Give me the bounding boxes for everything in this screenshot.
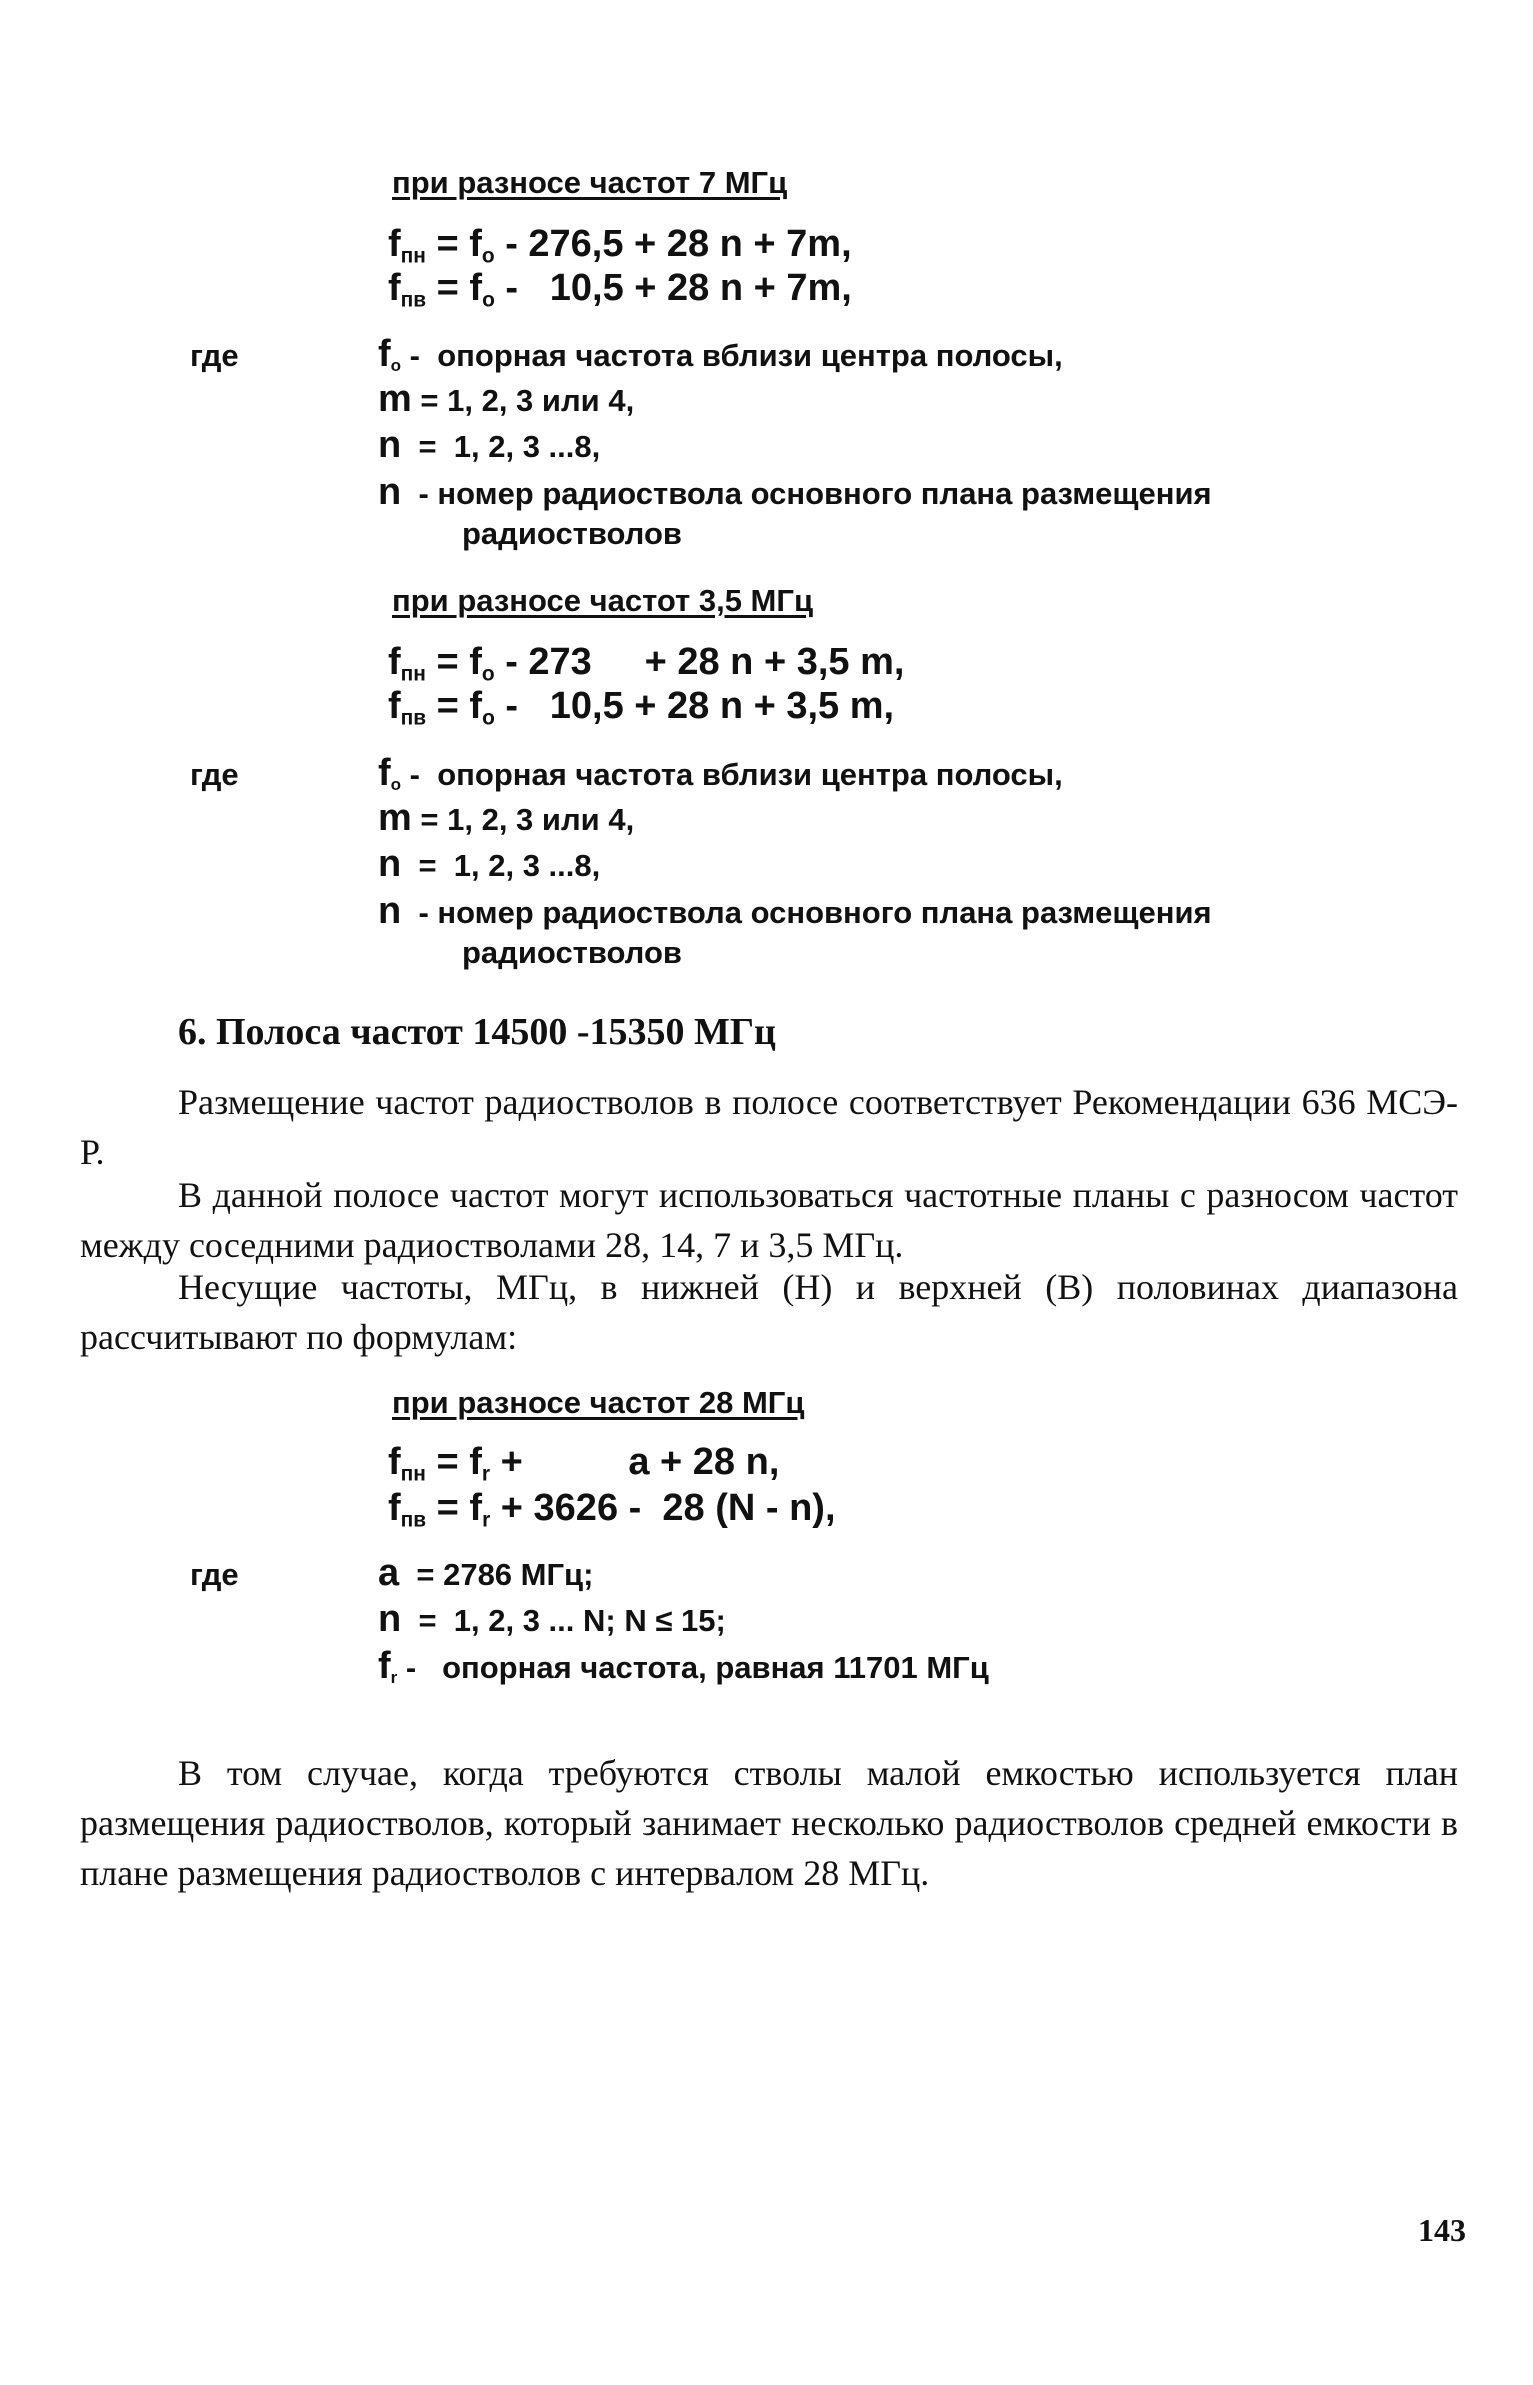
def-fo-35mhz: $f_o$ - опорная частота вблизи центра полосы, — [378, 752, 1063, 795]
section-7mhz-header: при разносе частот 7 МГц — [392, 165, 788, 200]
def-m-7mhz: m = 1, 2, 3 или 4, — [378, 378, 635, 420]
def-n-desc-7mhz: n - номер радиоствола основного плана размещения — [378, 471, 1212, 513]
paragraph-2: В данной полосе частот могут использоваться частотные планы с разносом частот между соседними радиостволами 28, 14, 7 и 3,5 МГц. — [80, 1175, 1458, 1265]
formula-f-pv-7mhz: $f_{пв} = f_o - 10,5 + 28$ n + 7m, — [388, 267, 852, 312]
section-28mhz-header: при разносе частот 28 МГц — [392, 1385, 805, 1420]
paragraph-4: В том случае, когда требуются стволы малой емкостью используется план размещения радиостволов, который занимает несколько радиостволов средней емкости в плане размещения радиостволов с интервалом 28 МГц. — [80, 1753, 1458, 1893]
def-m-35mhz: m = 1, 2, 3 или 4, — [378, 797, 635, 839]
where-label-7mhz: где — [190, 338, 239, 373]
paragraph-3: Несущие частоты, МГц, в нижней (Н) и верхней (В) половинах диапазона рассчитывают по формулам: — [80, 1267, 1458, 1357]
def-fo-7mhz: $f_o$ - опорная частота вблизи центра полосы, — [378, 333, 1063, 376]
def-a-28mhz: a = 2786 МГц; — [378, 1552, 594, 1594]
page-number: 143 — [1418, 2212, 1466, 2248]
paragraph-1: Размещение частот радиостволов в полосе соответствует Рекомендации 636 МСЭ-Р. — [80, 1082, 1458, 1172]
section-heading: 6. Полоса частот 14500 -15350 МГц — [178, 1011, 776, 1053]
formula-f-pn-7mhz: $f_{пн} = f_o - 276,5 + 28$ n + 7m, — [388, 223, 852, 268]
formula-f-pv-28mhz: $f_{пв} = f_r + 3626 - 28$ (N - n), — [388, 1487, 836, 1532]
formula-f-pv-35mhz: $f_{пв} = f_o - 10,5 + 28$ n + 3,5 m, — [388, 685, 895, 730]
where-label-35mhz: где — [190, 757, 239, 792]
def-n-28mhz: n = 1, 2, 3 ... N; N ≤ 15; — [378, 1598, 726, 1640]
where-label-28mhz: где — [190, 1557, 239, 1592]
def-n-desc-35mhz: n - номер радиоствола основного плана размещения — [378, 890, 1212, 932]
def-n-desc-cont-35mhz: радиостволов — [462, 935, 682, 970]
def-fr-28mhz: $f_r$ - опорная частота, равная 11701 МГц — [378, 1645, 989, 1688]
formula-f-pn-35mhz: $f_{пн} = f_o - 273$ + 28 n + 3,5 m, — [388, 641, 905, 686]
section-35mhz-header: при разносе частот 3,5 МГц — [392, 583, 814, 618]
def-n-35mhz: n = 1, 2, 3 ...8, — [378, 843, 601, 885]
def-n-desc-cont-7mhz: радиостволов — [462, 516, 682, 551]
formula-f-pn-28mhz: $f_{пн} = f_r$ + a + 28 n, — [388, 1441, 780, 1486]
def-n-7mhz: n = 1, 2, 3 ...8, — [378, 424, 601, 466]
